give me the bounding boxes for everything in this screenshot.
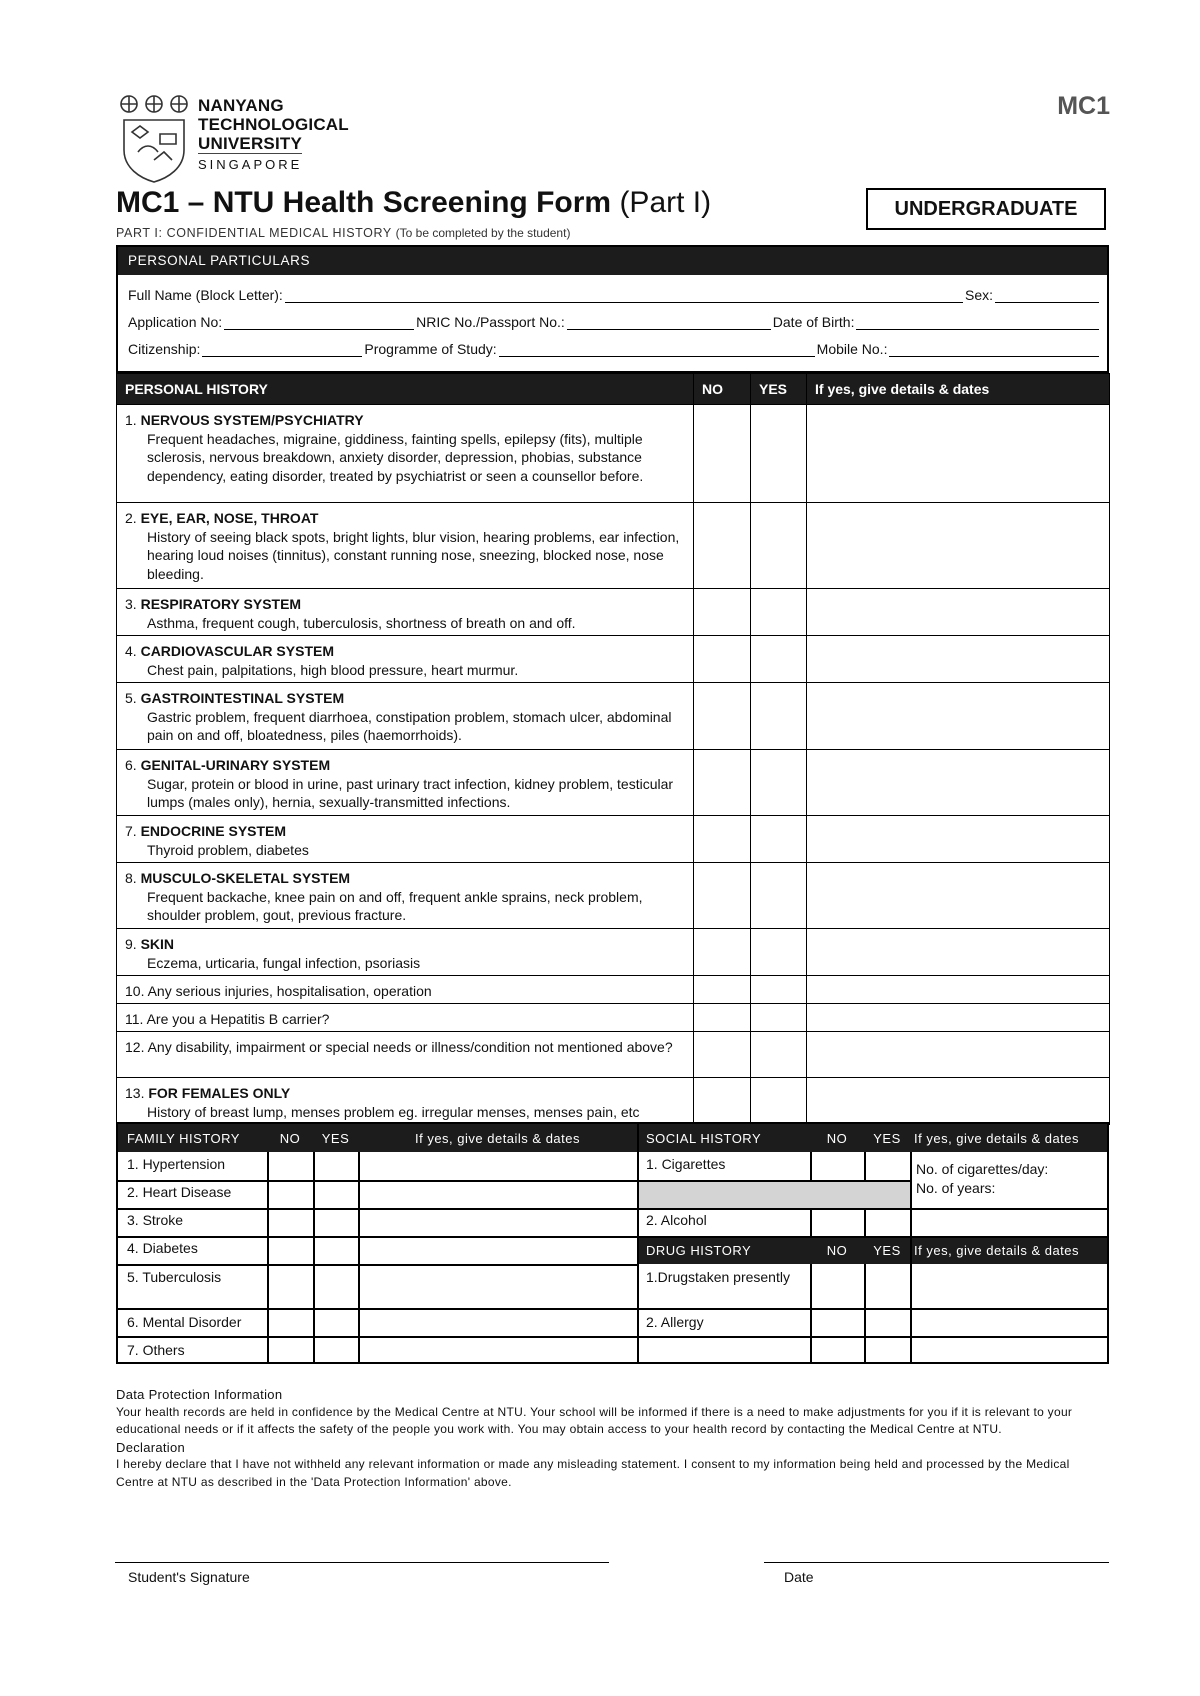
history-item-number: 7.	[125, 823, 137, 839]
history-yes-cell[interactable]	[751, 1078, 807, 1125]
history-item-cell	[117, 750, 694, 816]
history-item-description: Are you a Hepatitis B carrier?	[146, 1011, 330, 1027]
category-box: UNDERGRADUATE	[866, 188, 1106, 230]
table-row	[117, 636, 1110, 683]
grid-line	[118, 1236, 637, 1238]
nric-label: NRIC No./Passport No.:	[416, 314, 565, 330]
history-item-title: CARDIOVASCULAR SYSTEM	[140, 643, 334, 659]
history-item-title: FOR FEMALES ONLY	[148, 1085, 291, 1101]
table-row	[117, 976, 1110, 1004]
history-details-cell[interactable]	[807, 1032, 1110, 1078]
history-details-cell[interactable]	[807, 683, 1110, 750]
history-item-heading	[125, 982, 689, 1001]
personal-history-table	[116, 373, 1110, 1125]
history-item-title: GASTROINTESTINAL SYSTEM	[140, 690, 345, 706]
grid-line	[118, 1336, 637, 1338]
programme-field[interactable]	[499, 341, 815, 357]
history-item-heading	[125, 1038, 689, 1057]
history-no-cell[interactable]	[694, 1032, 751, 1078]
history-item-description: Thyroid problem, diabetes	[147, 841, 309, 858]
col-yes-header: YES	[751, 374, 807, 405]
signature-line[interactable]	[115, 1562, 609, 1563]
history-item-description: Eczema, urticaria, fungal infection, psoriasis	[147, 954, 421, 971]
full-name-field[interactable]	[285, 287, 963, 303]
history-item-number: 9.	[125, 936, 137, 952]
cig-per-day-label: No. of cigarettes/day:	[916, 1161, 1049, 1177]
grid-line	[637, 1208, 1107, 1210]
history-item-heading	[125, 595, 689, 614]
col-details-header: If yes, give details & dates	[807, 374, 1110, 405]
personal-history-header-row	[117, 374, 1110, 405]
history-no-cell[interactable]	[694, 405, 751, 503]
table-row	[117, 1032, 1110, 1078]
grid-line	[118, 1308, 637, 1310]
history-yes-cell[interactable]	[751, 589, 807, 636]
history-item-number: 11.	[125, 1011, 144, 1027]
history-details-cell[interactable]	[807, 589, 1110, 636]
title-main: MC1 – NTU Health Screening Form	[116, 186, 612, 219]
nric-field[interactable]	[567, 314, 771, 330]
dp-heading: Data Protection Information	[116, 1387, 283, 1402]
history-yes-cell[interactable]	[751, 1004, 807, 1032]
history-item-heading	[125, 756, 689, 775]
history-item-title: NERVOUS SYSTEM/PSYCHIATRY	[140, 412, 364, 428]
grid-line	[313, 1152, 315, 1362]
family-col-yes: YES	[313, 1124, 358, 1152]
cig-years-label: No. of years:	[916, 1180, 996, 1196]
sex-field[interactable]	[995, 287, 1099, 303]
history-item-title: SKIN	[140, 936, 175, 952]
history-item-description: Frequent headaches, migraine, giddiness, fainting spells, epilepsy (fits), multiple sclerosis, nervous breakdown, anxiety disorder, depression, phobias, substance dependency, eating disorder, treated by psychiatrist or seen a counsellor before.	[147, 430, 644, 484]
sex-label: Sex:	[964, 287, 993, 303]
grid-line	[864, 1264, 866, 1362]
grid-line	[637, 1124, 639, 1362]
history-details-cell[interactable]	[807, 636, 1110, 683]
history-item-number: 12.	[125, 1039, 145, 1055]
history-yes-cell[interactable]	[751, 929, 807, 976]
family-col-no: NO	[267, 1124, 313, 1152]
history-no-cell[interactable]	[694, 863, 751, 929]
table-row	[117, 816, 1110, 863]
family-history-item: 1. Hypertension	[127, 1156, 226, 1172]
grid-line	[810, 1152, 812, 1180]
history-item-title: MUSCULO-SKELETAL SYSTEM	[140, 870, 351, 886]
date-label: Date	[784, 1569, 814, 1585]
history-no-cell[interactable]	[694, 503, 751, 589]
history-details-cell[interactable]	[807, 503, 1110, 589]
history-details-cell[interactable]	[807, 1004, 1110, 1032]
drug-history-heading: DRUG HISTORY	[637, 1236, 810, 1264]
history-item-heading	[125, 642, 689, 661]
history-no-cell[interactable]	[694, 750, 751, 816]
history-item-number: 3.	[125, 596, 137, 612]
history-yes-cell[interactable]	[751, 750, 807, 816]
history-item-heading	[125, 869, 689, 888]
history-details-cell[interactable]	[807, 1078, 1110, 1125]
personal-history-heading: PERSONAL HISTORY	[117, 374, 694, 405]
grid-line	[637, 1336, 1107, 1338]
signature-label: Student's Signature	[128, 1569, 250, 1585]
history-item-number: 8.	[125, 870, 137, 886]
history-item-number: 2.	[125, 510, 137, 526]
application-label: Application No:	[128, 314, 223, 330]
full-name-label: Full Name (Block Letter):	[128, 287, 283, 303]
mobile-field[interactable]	[889, 341, 1099, 357]
history-item-heading	[125, 411, 689, 430]
history-item-cell	[117, 1004, 694, 1032]
grid-line	[118, 1208, 637, 1210]
history-yes-cell[interactable]	[751, 1032, 807, 1078]
university-name: NANYANG TECHNOLOGICAL UNIVERSITY SINGAPORE	[198, 96, 349, 172]
col-no-header: NO	[694, 374, 751, 405]
table-row	[117, 750, 1110, 816]
history-no-cell[interactable]	[694, 1078, 751, 1125]
history-yes-cell[interactable]	[751, 636, 807, 683]
history-yes-cell[interactable]	[751, 816, 807, 863]
cigarettes-details	[916, 1160, 1048, 1198]
grid-line	[637, 1236, 1107, 1238]
history-item-cell	[117, 405, 694, 503]
declaration-text: I hereby declare that I have not withheld any relevant information or made any misleading statement. I consent to my information being held and processed by the Medical Centre at NTU as described in the 'Data Protection Information' above.	[116, 1457, 1070, 1489]
grid-line	[637, 1180, 910, 1182]
history-item-description: Chest pain, palpitations, high blood pressure, heart murmur.	[147, 661, 519, 678]
dp-text: Your health records are held in confidence by the Medical Centre at NTU. Your school will be informed if there is a need to make adjustments for you if it is relevant to your educational needs or if it affects the safety of the people you work with. You may obtain access to your health record by contacting the Medical Centre at NTU.	[116, 1404, 1073, 1436]
pp-row-application	[128, 314, 1101, 330]
history-details-cell[interactable]	[807, 816, 1110, 863]
history-item-heading	[125, 1010, 689, 1029]
citizenship-field[interactable]	[202, 341, 362, 357]
ntu-logo	[116, 94, 366, 184]
history-item-title: ENDOCRINE SYSTEM	[140, 823, 287, 839]
data-protection-section	[116, 1386, 1106, 1491]
history-no-cell[interactable]	[694, 1004, 751, 1032]
subtitle-note: (To be completed by the student)	[395, 226, 571, 240]
alcohol-label: 2. Alcohol	[646, 1212, 707, 1228]
history-item-cell	[117, 863, 694, 929]
history-no-cell[interactable]	[694, 683, 751, 750]
family-col-details: If yes, give details & dates	[358, 1124, 637, 1152]
family-history-item: 5. Tuberculosis	[127, 1269, 222, 1285]
history-item-cell	[117, 636, 694, 683]
citizenship-label: Citizenship:	[128, 341, 201, 357]
family-history-item: 2. Heart Disease	[127, 1184, 232, 1200]
grid-line	[864, 1208, 866, 1236]
history-item-description: History of breast lump, menses problem eg. irregular menses, menses pain, etc	[147, 1103, 640, 1120]
grid-line	[118, 1264, 637, 1266]
history-item-cell	[117, 1078, 694, 1125]
drugs-label: 1.Drugstaken presently	[646, 1269, 790, 1285]
table-row	[117, 863, 1110, 929]
history-item-heading	[125, 509, 689, 528]
dob-label: Date of Birth:	[772, 314, 855, 330]
table-row	[117, 929, 1110, 976]
social-col-details: If yes, give details & dates	[910, 1124, 1107, 1152]
history-item-cell	[117, 929, 694, 976]
family-history-item: 6. Mental Disorder	[127, 1314, 242, 1330]
history-details-cell[interactable]	[807, 976, 1110, 1004]
history-no-cell[interactable]	[694, 589, 751, 636]
history-item-description: Frequent backache, knee pain on and off, frequent ankle sprains, neck problem, shoulder problem, gout, previous fracture.	[147, 888, 643, 923]
grid-line	[118, 1180, 637, 1182]
history-item-description: Gastric problem, frequent diarrhoea, constipation problem, stomach ulcer, abdominal pain on and off, bloatedness, piles (haemorrhoids).	[147, 708, 672, 743]
history-item-description: Any disability, impairment or special needs or illness/condition not mentioned above?	[147, 1039, 673, 1055]
social-history-heading: SOCIAL HISTORY	[637, 1124, 810, 1152]
page-subtitle	[116, 226, 570, 240]
history-item-cell	[117, 1032, 694, 1078]
application-field[interactable]	[224, 314, 414, 330]
history-item-heading	[125, 822, 689, 841]
family-history-item: 3. Stroke	[127, 1212, 184, 1228]
history-details-cell[interactable]	[807, 863, 1110, 929]
ntu-crest-icon	[116, 94, 192, 184]
table-row	[117, 1078, 1110, 1125]
table-row	[117, 405, 1110, 503]
grid-line	[358, 1152, 360, 1362]
history-item-number: 6.	[125, 757, 137, 773]
history-item-description: History of seeing black spots, bright lights, blur vision, hearing problems, ear infection, hearing loud noises (tinnitus), constant running nose, sneezing, blocked nose, nose bleeding.	[147, 528, 680, 582]
grid-line	[864, 1152, 866, 1180]
history-item-cell	[117, 683, 694, 750]
grid-line	[267, 1152, 269, 1362]
history-item-cell	[117, 503, 694, 589]
history-no-cell[interactable]	[694, 636, 751, 683]
drug-col-yes: YES	[864, 1236, 910, 1264]
table-row	[117, 503, 1110, 589]
form-code: MC1	[1057, 92, 1110, 120]
history-details-cell[interactable]	[807, 405, 1110, 503]
history-details-cell[interactable]	[807, 929, 1110, 976]
allergy-label: 2. Allergy	[646, 1314, 704, 1330]
history-item-title: GENITAL-URINARY SYSTEM	[140, 757, 331, 773]
social-col-yes: YES	[864, 1124, 910, 1152]
history-yes-cell[interactable]	[751, 863, 807, 929]
page-title	[116, 186, 711, 220]
history-item-cell	[117, 589, 694, 636]
programme-label: Programme of Study:	[364, 341, 497, 357]
history-yes-cell[interactable]	[751, 683, 807, 750]
history-item-title: EYE, EAR, NOSE, THROAT	[140, 510, 319, 526]
history-item-number: 13.	[125, 1085, 145, 1101]
dob-field[interactable]	[856, 314, 1099, 330]
cigarettes-label: 1. Cigarettes	[646, 1156, 726, 1172]
history-item-heading	[125, 1084, 689, 1103]
family-history-heading: FAMILY HISTORY	[118, 1124, 267, 1152]
history-item-number: 5.	[125, 690, 137, 706]
history-item-heading	[125, 689, 689, 708]
social-col-no: NO	[810, 1124, 864, 1152]
history-no-cell[interactable]	[694, 976, 751, 1004]
cigarettes-grey-cell	[637, 1180, 910, 1208]
table-row	[117, 589, 1110, 636]
history-item-description: Asthma, frequent cough, tuberculosis, shortness of breath on and off.	[147, 614, 576, 631]
title-part: (Part I)	[619, 186, 712, 219]
history-no-cell[interactable]	[694, 816, 751, 863]
grid-line	[810, 1208, 812, 1236]
personal-particulars-section	[116, 245, 1109, 373]
family-history-item: 4. Diabetes	[127, 1240, 198, 1256]
grid-line	[637, 1308, 1107, 1310]
history-item-number: 4.	[125, 643, 137, 659]
history-item-title: RESPIRATORY SYSTEM	[140, 596, 302, 612]
drug-col-no: NO	[810, 1236, 864, 1264]
subtitle-text: PART I: CONFIDENTIAL MEDICAL HISTORY	[116, 226, 392, 240]
pp-row-name	[128, 287, 1101, 303]
history-details-cell[interactable]	[807, 750, 1110, 816]
grid-line	[910, 1152, 912, 1362]
history-yes-cell[interactable]	[751, 503, 807, 589]
history-item-heading	[125, 935, 689, 954]
drug-col-details: If yes, give details & dates	[910, 1236, 1107, 1264]
date-line[interactable]	[764, 1562, 1109, 1563]
history-item-description: Any serious injuries, hospitalisation, operation	[147, 983, 432, 999]
pp-row-citizenship	[128, 341, 1101, 357]
history-item-cell	[117, 816, 694, 863]
history-item-number: 1.	[125, 412, 137, 428]
family-social-drug-section	[116, 1122, 1109, 1364]
declaration-heading: Declaration	[116, 1439, 186, 1455]
history-yes-cell[interactable]	[751, 976, 807, 1004]
personal-particulars-heading: PERSONAL PARTICULARS	[118, 247, 1107, 275]
history-item-number: 10.	[125, 983, 145, 999]
table-row	[117, 1004, 1110, 1032]
history-no-cell[interactable]	[694, 929, 751, 976]
mobile-label: Mobile No.:	[816, 341, 888, 357]
history-yes-cell[interactable]	[751, 405, 807, 503]
history-item-cell	[117, 976, 694, 1004]
family-history-item: 7. Others	[127, 1342, 185, 1358]
history-item-description: Sugar, protein or blood in urine, past urinary tract infection, kidney problem, testicular lumps (males only), hernia, sexually-transmitted infections.	[147, 775, 674, 810]
grid-line	[810, 1264, 812, 1362]
table-row	[117, 683, 1110, 750]
